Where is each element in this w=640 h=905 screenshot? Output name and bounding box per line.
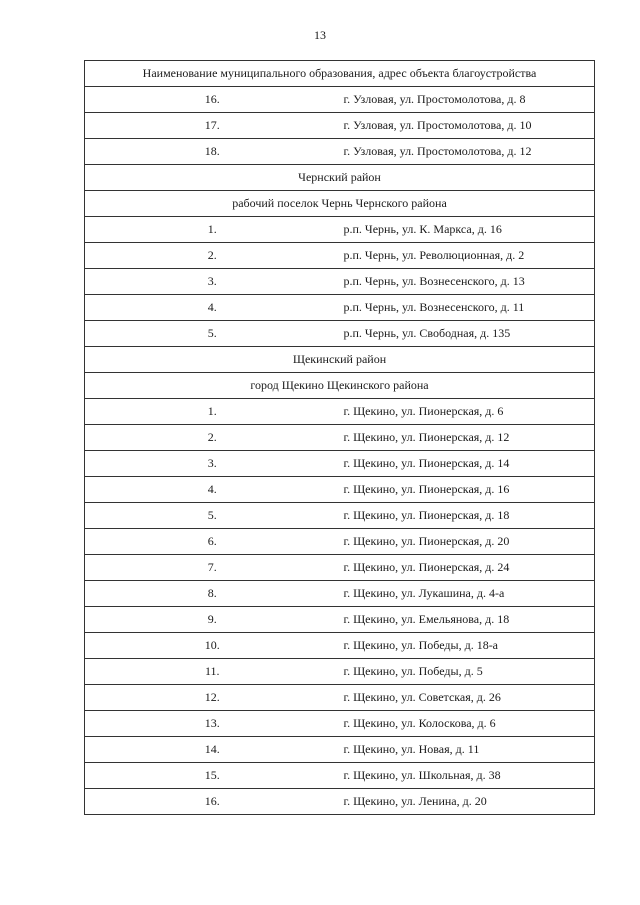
table-row xyxy=(85,581,595,607)
row-address: г. Щекино, ул. Пионерская, д. 18 xyxy=(340,503,595,529)
row-number: 18. xyxy=(85,139,340,165)
row-address: г. Щекино, ул. Ленина, д. 20 xyxy=(340,789,595,815)
row-address: г. Щекино, ул. Емельянова, д. 18 xyxy=(340,607,595,633)
page-number: 13 xyxy=(314,28,326,42)
table-header: Наименование муниципального образования, адрес объекта благоустройства xyxy=(85,61,595,87)
section-heading-row xyxy=(85,347,595,373)
row-address: г. Щекино, ул. Пионерская, д. 16 xyxy=(340,477,595,503)
table-row xyxy=(85,477,595,503)
row-number: 14. xyxy=(85,737,340,763)
row-address: г. Щекино, ул. Победы, д. 18-а xyxy=(340,633,595,659)
table-row xyxy=(85,243,595,269)
row-address: г. Щекино, ул. Победы, д. 5 xyxy=(340,659,595,685)
row-address: г. Узловая, ул. Простомолотова, д. 12 xyxy=(340,139,595,165)
row-address: г. Щекино, ул. Колоскова, д. 6 xyxy=(340,711,595,737)
table-row xyxy=(85,451,595,477)
row-address: г. Узловая, ул. Простомолотова, д. 10 xyxy=(340,113,595,139)
table-row xyxy=(85,269,595,295)
row-address: г. Щекино, ул. Пионерская, д. 14 xyxy=(340,451,595,477)
row-address: г. Узловая, ул. Простомолотова, д. 8 xyxy=(340,87,595,113)
section-heading-row xyxy=(85,191,595,217)
row-address: р.п. Чернь, ул. Свободная, д. 135 xyxy=(340,321,595,347)
address-table-body xyxy=(85,61,595,815)
table-row xyxy=(85,217,595,243)
row-address: г. Щекино, ул. Пионерская, д. 24 xyxy=(340,555,595,581)
table-row xyxy=(85,737,595,763)
row-address: г. Щекино, ул. Лукашина, д. 4-а xyxy=(340,581,595,607)
table-row xyxy=(85,399,595,425)
row-number: 5. xyxy=(85,503,340,529)
row-number: 12. xyxy=(85,685,340,711)
table-row xyxy=(85,321,595,347)
row-number: 4. xyxy=(85,295,340,321)
table-row xyxy=(85,529,595,555)
table-header-row xyxy=(85,61,595,87)
row-number: 4. xyxy=(85,477,340,503)
row-address: г. Щекино, ул. Советская, д. 26 xyxy=(340,685,595,711)
row-address: р.п. Чернь, ул. К. Маркса, д. 16 xyxy=(340,217,595,243)
row-number: 16. xyxy=(85,87,340,113)
section-heading-row xyxy=(85,165,595,191)
row-address: г. Щекино, ул. Новая, д. 11 xyxy=(340,737,595,763)
row-number: 2. xyxy=(85,425,340,451)
row-address: г. Щекино, ул. Пионерская, д. 6 xyxy=(340,399,595,425)
row-number: 11. xyxy=(85,659,340,685)
row-address: г. Щекино, ул. Школьная, д. 38 xyxy=(340,763,595,789)
section-heading: Щекинский район xyxy=(85,347,595,373)
table-row xyxy=(85,425,595,451)
section-heading: рабочий поселок Чернь Чернского района xyxy=(85,191,595,217)
row-number: 2. xyxy=(85,243,340,269)
table-row xyxy=(85,87,595,113)
table-row xyxy=(85,789,595,815)
table-row xyxy=(85,113,595,139)
table-row xyxy=(85,503,595,529)
section-heading: Чернский район xyxy=(85,165,595,191)
table-row xyxy=(85,633,595,659)
table-row xyxy=(85,659,595,685)
row-address: р.п. Чернь, ул. Вознесенского, д. 13 xyxy=(340,269,595,295)
section-heading: город Щекино Щекинского района xyxy=(85,373,595,399)
table-row xyxy=(85,295,595,321)
row-number: 3. xyxy=(85,451,340,477)
row-address: г. Щекино, ул. Пионерская, д. 12 xyxy=(340,425,595,451)
row-number: 8. xyxy=(85,581,340,607)
address-table xyxy=(84,60,595,815)
row-address: г. Щекино, ул. Пионерская, д. 20 xyxy=(340,529,595,555)
row-number: 10. xyxy=(85,633,340,659)
row-address: р.п. Чернь, ул. Революционная, д. 2 xyxy=(340,243,595,269)
row-number: 1. xyxy=(85,217,340,243)
row-number: 5. xyxy=(85,321,340,347)
row-address: р.п. Чернь, ул. Вознесенского, д. 11 xyxy=(340,295,595,321)
row-number: 6. xyxy=(85,529,340,555)
row-number: 9. xyxy=(85,607,340,633)
section-heading-row xyxy=(85,373,595,399)
table-row xyxy=(85,607,595,633)
row-number: 16. xyxy=(85,789,340,815)
row-number: 7. xyxy=(85,555,340,581)
row-number: 3. xyxy=(85,269,340,295)
table-row xyxy=(85,763,595,789)
row-number: 1. xyxy=(85,399,340,425)
table-row xyxy=(85,139,595,165)
row-number: 15. xyxy=(85,763,340,789)
table-row xyxy=(85,711,595,737)
row-number: 13. xyxy=(85,711,340,737)
table-row xyxy=(85,685,595,711)
table-row xyxy=(85,555,595,581)
row-number: 17. xyxy=(85,113,340,139)
